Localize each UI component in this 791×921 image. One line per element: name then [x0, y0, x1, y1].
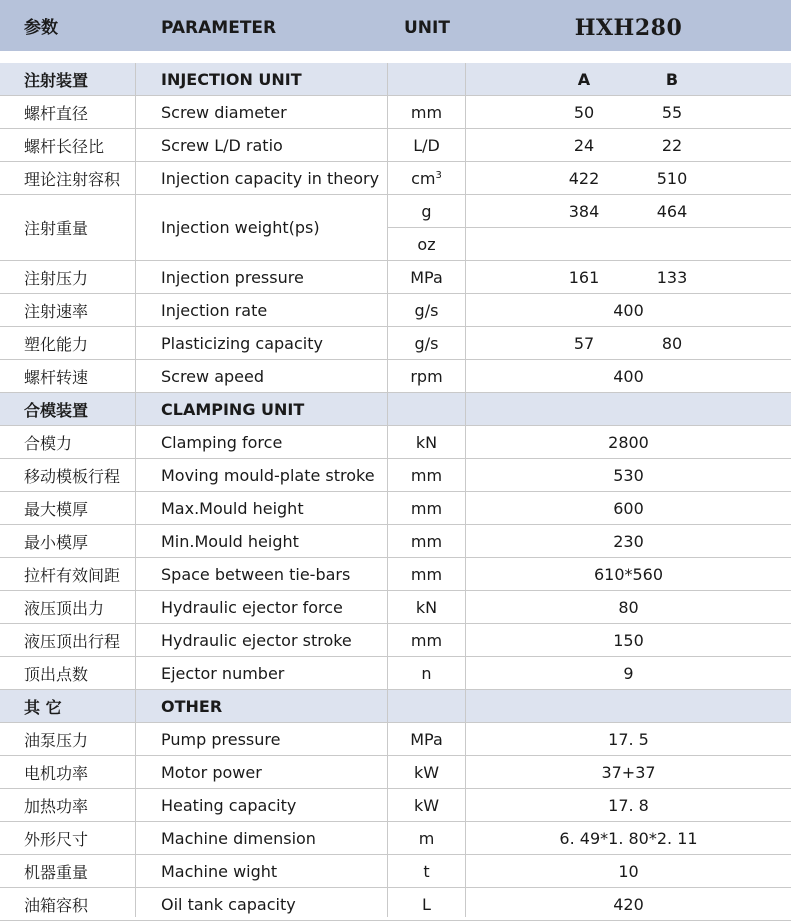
- unit-cell: [388, 393, 465, 425]
- param-name-en: Screw L/D ratio: [161, 135, 283, 155]
- param-name-zh: 最小模厚: [24, 532, 89, 552]
- table-row: [0, 591, 791, 624]
- header-gap: [0, 51, 791, 63]
- value-cell: 530: [613, 465, 644, 485]
- table-row: [0, 195, 791, 261]
- unit-cell: mm: [410, 498, 443, 518]
- value-b: B: [665, 69, 679, 89]
- param-name-en: Moving mould-plate stroke: [161, 465, 375, 485]
- param-name-zh: 移动模板行程: [24, 466, 121, 486]
- param-name-zh: 合模力: [24, 433, 73, 453]
- table-row: [0, 756, 791, 789]
- value-b: 510: [656, 168, 688, 188]
- value-cell: 9: [623, 663, 634, 683]
- section-row: [0, 393, 791, 426]
- param-name-zh: 电机功率: [24, 763, 89, 783]
- param-name-zh: 液压顶出力: [24, 598, 105, 618]
- param-name-en: Injection capacity in theory: [161, 168, 380, 188]
- unit-cell: kN: [415, 597, 438, 617]
- table-row: [0, 525, 791, 558]
- section-row: [0, 690, 791, 723]
- param-name-en: Hydraulic ejector stroke: [161, 630, 352, 650]
- param-name-zh: 油箱容积: [24, 895, 89, 915]
- table-row: [0, 624, 791, 657]
- value-cell: 400: [613, 366, 644, 386]
- value-cell: 150: [613, 630, 644, 650]
- value-b: 55: [661, 102, 683, 122]
- value-a: 161: [568, 267, 600, 287]
- value-a: A: [577, 69, 591, 89]
- unit-cell: [388, 63, 465, 95]
- table-row: [0, 129, 791, 162]
- value-cell: 17. 8: [608, 795, 649, 815]
- table-header: [0, 0, 791, 51]
- header-parameter: PARAMETER: [161, 18, 277, 38]
- value-cell: 600: [613, 498, 644, 518]
- param-name-en: INJECTION UNIT: [161, 69, 302, 89]
- value-a: 24: [573, 135, 595, 155]
- table-row: [0, 294, 791, 327]
- param-name-zh: 其 它: [24, 697, 62, 717]
- param-name-zh: 液压顶出行程: [24, 631, 121, 651]
- table-row: [0, 888, 791, 921]
- table-row: [0, 789, 791, 822]
- param-name-zh: 顶出点数: [24, 664, 89, 684]
- unit-cell: m: [418, 828, 435, 848]
- value-a: 50: [573, 102, 595, 122]
- param-name-en: Injection pressure: [161, 267, 304, 287]
- param-name-zh: 拉杆有效间距: [24, 565, 121, 585]
- column-divider: [465, 63, 466, 917]
- param-name-en: Clamping force: [161, 432, 283, 452]
- value-cell: 420: [613, 894, 644, 914]
- param-name-zh: 理论注射容积: [24, 169, 121, 189]
- param-name-zh: 注射压力: [24, 268, 89, 288]
- param-name-zh: 机器重量: [24, 862, 89, 882]
- unit-cell: kW: [413, 795, 440, 815]
- param-name-en: CLAMPING UNIT: [161, 399, 305, 419]
- value-cell: 400: [613, 300, 644, 320]
- param-name-zh: 加热功率: [24, 796, 89, 816]
- unit-cell: [388, 690, 465, 722]
- param-name-en: Heating capacity: [161, 795, 297, 815]
- param-name-zh: 螺杆长径比: [24, 136, 105, 156]
- unit-cell: t: [423, 861, 430, 881]
- value-b: 464: [656, 202, 688, 221]
- value-cell: 10: [618, 861, 639, 881]
- table-row: [0, 657, 791, 690]
- unit-superscript: 3: [435, 170, 442, 181]
- value-cell: 2800: [608, 432, 649, 452]
- header-unit: UNIT: [404, 18, 450, 38]
- param-name-zh: 螺杆直径: [24, 103, 89, 123]
- unit-cell: mm: [410, 465, 443, 485]
- table-row: [0, 558, 791, 591]
- unit-cell: mm: [410, 102, 443, 122]
- header-model: HXH280: [574, 15, 683, 41]
- param-name-en: Injection rate: [161, 300, 268, 320]
- unit-cell: mm: [410, 531, 443, 551]
- table-row: [0, 261, 791, 294]
- header-zh: 参数: [24, 18, 58, 38]
- table-row: [0, 426, 791, 459]
- value-cell: [466, 690, 791, 722]
- table-row: [0, 96, 791, 129]
- param-name-zh: 塑化能力: [24, 334, 89, 354]
- param-name-en: Pump pressure: [161, 729, 281, 749]
- row-subdivider: [388, 227, 791, 228]
- unit-cell: kN: [415, 432, 438, 452]
- param-name-en: Space between tie-bars: [161, 564, 351, 584]
- unit-cell: L: [422, 894, 431, 914]
- param-name-zh: 外形尺寸: [24, 829, 89, 849]
- value-b: 22: [661, 135, 683, 155]
- param-name-en: Screw apeed: [161, 366, 264, 386]
- unit-cell: oz: [417, 235, 436, 254]
- unit-cell: L/D: [413, 135, 440, 155]
- unit-cell: n: [421, 663, 432, 683]
- param-name-en: Hydraulic ejector force: [161, 597, 343, 617]
- param-name-en: Max.Mould height: [161, 498, 304, 518]
- table-row: [0, 822, 791, 855]
- table-row: [0, 459, 791, 492]
- section-row: [0, 63, 791, 96]
- value-b: 80: [661, 333, 683, 353]
- column-divider: [387, 63, 388, 917]
- table-row: [0, 327, 791, 360]
- param-name-en: Machine dimension: [161, 828, 316, 848]
- param-name-en: Plasticizing capacity: [161, 333, 323, 353]
- param-name-zh: 油泵压力: [24, 730, 89, 750]
- param-name-zh: 注射速率: [24, 301, 89, 321]
- unit-cell: MPa: [410, 729, 443, 749]
- param-name-zh: 注射装置: [24, 70, 89, 90]
- param-name-en: Injection weight(ps): [161, 218, 320, 237]
- param-name-en: Oil tank capacity: [161, 894, 296, 914]
- param-name-zh: 最大模厚: [24, 499, 89, 519]
- param-name-en: Min.Mould height: [161, 531, 299, 551]
- unit-cell: cm 3: [411, 168, 442, 188]
- table-row: [0, 360, 791, 393]
- unit-cell: g/s: [414, 333, 439, 353]
- param-name-zh: 合模装置: [24, 400, 89, 420]
- value-cell: 17. 5: [608, 729, 649, 749]
- table-row: [0, 162, 791, 195]
- value-cell: 6. 49*1. 80*2. 11: [559, 828, 698, 848]
- unit-cell: mm: [410, 564, 443, 584]
- unit-cell: MPa: [410, 267, 443, 287]
- param-name-en: Motor power: [161, 762, 262, 782]
- param-name-en: OTHER: [161, 696, 223, 716]
- column-divider: [135, 63, 136, 917]
- table-row: [0, 492, 791, 525]
- value-cell: 80: [618, 597, 639, 617]
- value-cell: 37+37: [601, 762, 656, 782]
- param-name-zh: 注射重量: [24, 219, 89, 238]
- param-name-en: Machine wight: [161, 861, 278, 881]
- param-name-zh: 螺杆转速: [24, 367, 89, 387]
- value-a: 384: [568, 202, 600, 221]
- value-cell: 230: [613, 531, 644, 551]
- value-b: 133: [656, 267, 688, 287]
- table-row: [0, 723, 791, 756]
- param-name-en: Ejector number: [161, 663, 285, 683]
- value-cell: 610*560: [593, 564, 664, 584]
- table-row: [0, 855, 791, 888]
- param-name-en: Screw diameter: [161, 102, 287, 122]
- unit-cell: kW: [413, 762, 440, 782]
- unit-cell: rpm: [410, 366, 443, 386]
- value-a: 422: [568, 168, 600, 188]
- value-cell: [466, 393, 791, 425]
- unit-cell: g: [421, 202, 432, 221]
- unit-cell: mm: [410, 630, 443, 650]
- value-a: 57: [573, 333, 595, 353]
- unit-cell: g/s: [414, 300, 439, 320]
